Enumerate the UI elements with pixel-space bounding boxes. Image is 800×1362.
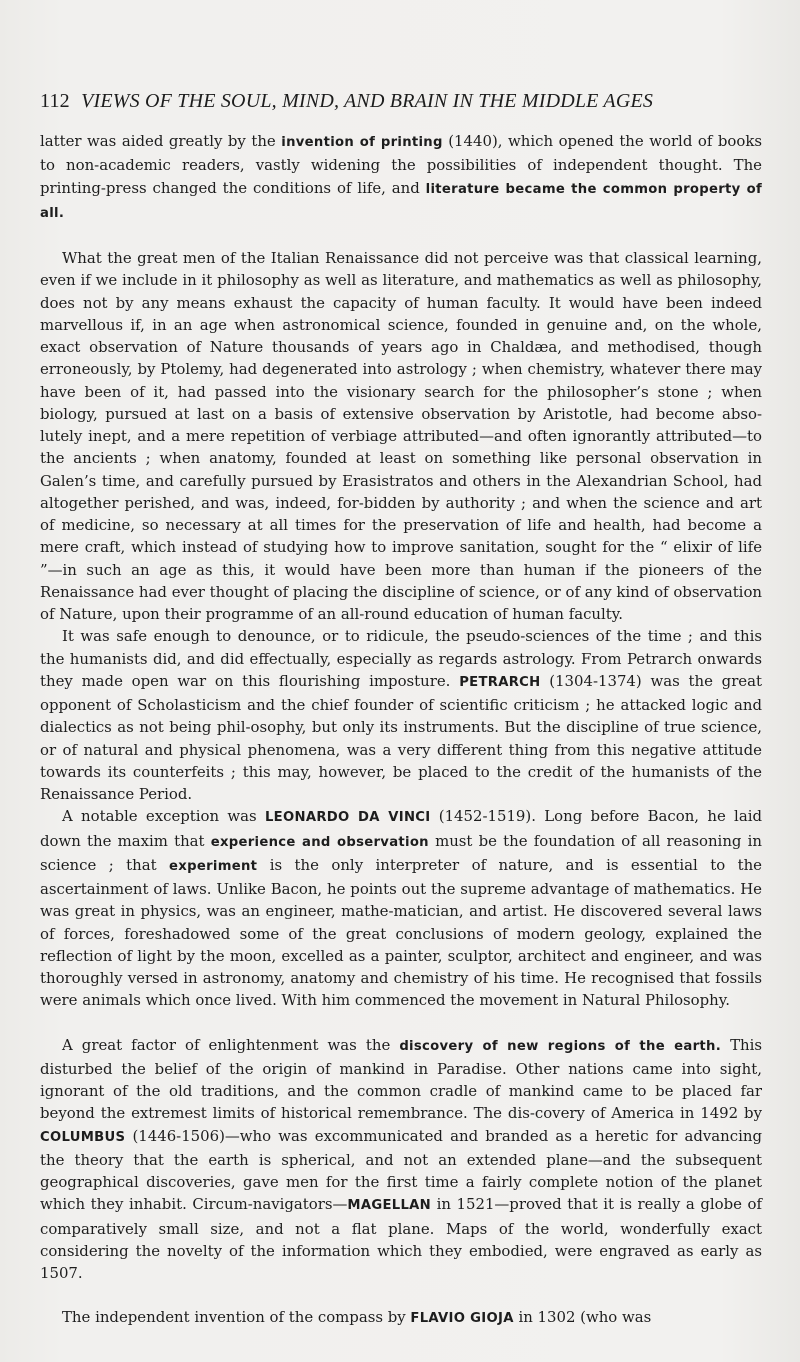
text-run: The independent invention of the compass by xyxy=(62,1308,411,1327)
paragraph xyxy=(40,130,762,225)
paragraph xyxy=(40,1034,762,1285)
emphasized-text: literature became the common property of all. xyxy=(40,181,762,221)
emphasized-text: LEONARDO DA VINCI xyxy=(264,810,431,826)
emphasized-text: FLAVIO GIOJA xyxy=(410,1311,514,1327)
emphasized-text: experiment xyxy=(169,858,258,874)
text-run: A notable exception was xyxy=(62,807,265,826)
text-run: in 1302 (who was xyxy=(513,1308,652,1327)
emphasized-text: discovery of new regions of the earth. xyxy=(399,1038,722,1054)
text-run: (1452-1519). Long before Bacon, he laid down the maxim that xyxy=(40,807,762,850)
emphasized-text: COLUMBUS xyxy=(40,1129,126,1145)
text-run: (1304-1374) was the great opponent of Scholasticism and the chief founder of scientific criticism ; he attacked logic and dialectics as not being phil-osophy, but only its instruments. But the discipline of true science, or of natural and physical phenomena, was a very different thing from this negative attitude towards its counterfeits ; this may, however, be placed to the credit of the humanists of the Renaissance Period. xyxy=(40,671,762,803)
emphasized-text: experience and observation xyxy=(210,834,429,850)
paragraph xyxy=(40,1306,762,1330)
paragraph xyxy=(40,247,762,625)
running-title: VIEWS OF THE SOUL, MIND, AND BRAIN IN THE MIDDLE AGES xyxy=(81,90,654,112)
running-header xyxy=(40,90,760,113)
body-text xyxy=(40,130,762,1331)
emphasized-text: MAGELLAN xyxy=(347,1198,432,1214)
emphasized-text: PETRARCH xyxy=(459,674,541,690)
emphasized-text: invention of printing xyxy=(281,135,443,150)
text-run: latter was aided greatly by the xyxy=(40,132,282,150)
paragraph xyxy=(40,805,762,1011)
text-run: (1440), which opened the world of books to non-academic readers, vastly widening the possibilities of independent thought. The printing-press changed the conditions of life, and xyxy=(40,132,762,197)
text-run: A great factor of enlightenment was the xyxy=(62,1035,400,1054)
page-number: 112 xyxy=(40,90,70,112)
text-run: must be the foundation of all reasoning in science ; that xyxy=(40,831,762,874)
text-run: What the great men of the Italian Renaissance did not perceive was that classical learning, even if we include in it philosophy as well as literature, and mathematics as well as philosophy, does not by any means exhaust the capacity of human faculty. It would have been indeed marvellous if, in an age when astronomical science, founded in genuine and, on the whole, exact observation of Nature thousands of years ago in Chaldæa, and methodised, though erroneously, by Ptolemy, had degenerated into astrology ; when chemistry, whatever there may have been of it, had passed into the visionary search for the philosopher’s stone ; when biology, pursued at last on a basis of extensive observation by Aristotle, had become abso-lutely inept, and a mere repetition of verbiage attributed—and often ignorantly attributed—to the ancients ; when anatomy, founded at least on something like personal observation in Galen’s time, and carefully pursued by Erasistratos and others in the Alexandrian School, had altogether perished, and was, indeed, for-bidden by authority ; and when the science and art of medicine, so necessary at all times for the preservation of life and health, had become a mere craft, which instead of studying how to improve sanitation, sought for the “ elixir of life ”—in such an age as this, it would have been more than human if the pioneers of the Renaissance had ever thought of placing the discipline of science, or of any kind of observation of Nature, upon their programme of an all-round education of human faculty. xyxy=(40,249,762,623)
text-run: in 1521—proved that it is really a globe of comparatively small size, and not a flat plane. Maps of the world, wonderfully exact considering the novelty of the information which they embodied, were engraved as early as 1507. xyxy=(40,1195,762,1282)
text-run: This disturbed the belief of the origin of mankind in Paradise. Other nations came into sight, ignorant of the old traditions, and the common cradle of mankind came to be placed far beyond the extremest limits of historical remembrance. The dis-covery of America in 1492 by xyxy=(40,1035,762,1123)
text-run: It was safe enough to denounce, or to ridicule, the pseudo-sciences of the time ; and this the humanists did, and did effectually, especially as regards astrology. From Petrarch onwards they made open war on this flourishing imposture. xyxy=(40,627,762,690)
text-run: (1446-1506)—who was excommunicated and branded as a heretic for advancing the theory that the earth is spherical, and not an extended plane—and the subsequent geographical discoveries, gave men for the first time a fairly complete notion of the planet which they inhabit. Circum-navigators— xyxy=(40,1126,762,1214)
text-run: is the only interpreter of nature, and is essential to the ascertainment of laws. Unlike Bacon, he points out the supreme advantage of mathematics. He was great in physics, was an engineer, mathe-matician, and artist. He discovered several laws of forces, foreshadowed some of the great conclusions of modern geology, explained the reflection of light by the moon, excelled as a painter, sculptor, architect and engineer, and was thoroughly versed in astronomy, anatomy and chemistry of his time. He recognised that fossils were animals which once lived. With him commenced the movement in Natural Philosophy. xyxy=(40,855,762,1010)
paragraph xyxy=(40,625,762,805)
